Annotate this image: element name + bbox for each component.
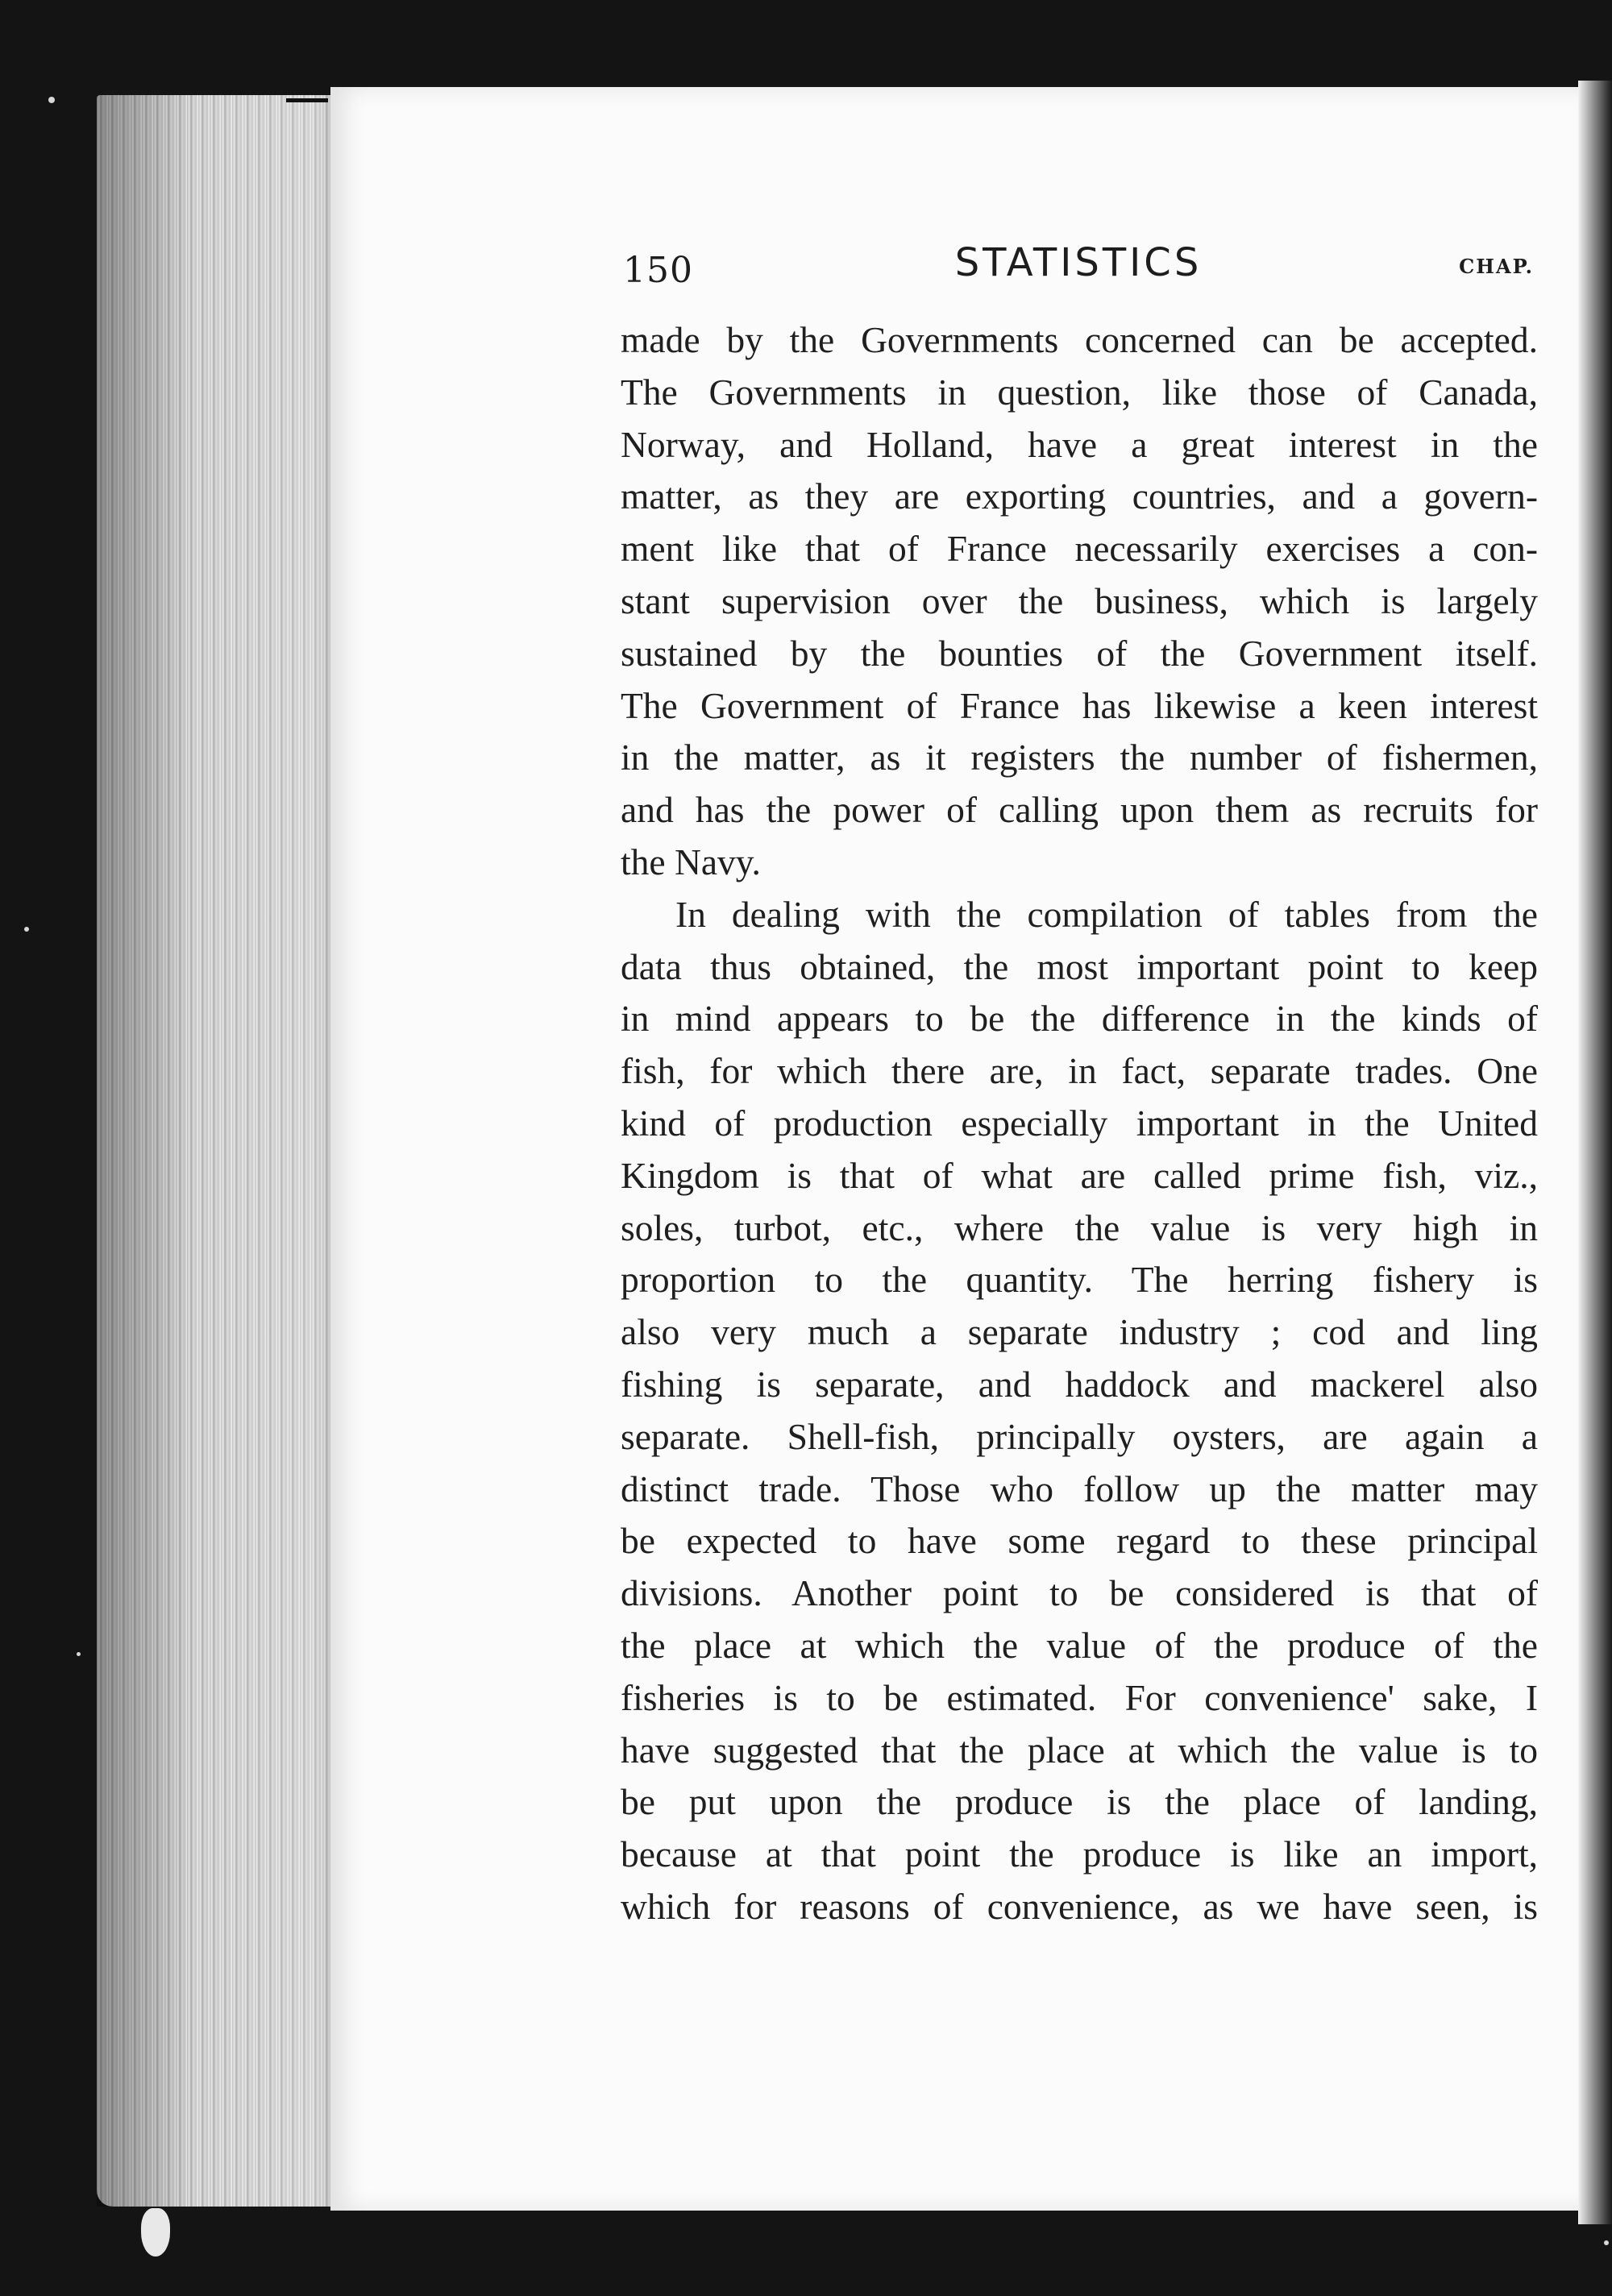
text-line: fishing is separate, and haddock and mackerel also: [621, 1363, 1538, 1405]
text-line: be put upon the produce is the place of landing,: [621, 1781, 1538, 1823]
text-line: have suggested that the place at which the value is to: [621, 1729, 1538, 1771]
page-edges: [97, 95, 339, 2207]
right-page-edge: [1578, 81, 1612, 2224]
scan-speck: [1604, 2240, 1609, 2245]
text-line: data thus obtained, the most important point to keep: [621, 945, 1538, 987]
text-line: In dealing with the compilation of tables from the: [675, 893, 1538, 935]
text-line: proportion to the quantity. The herring fishery is: [621, 1259, 1538, 1301]
text-line: the place at which the value of the produce of the: [621, 1624, 1538, 1666]
text-line: which for reasons of convenience, as we have seen, is: [621, 1885, 1538, 1927]
body-text: [621, 314, 1538, 1933]
text-line: divisions. Another point to be considered is that of: [621, 1572, 1538, 1614]
text-line: Kingdom is that of what are called prime fish, viz.,: [621, 1154, 1538, 1196]
text-line: fisheries is to be estimated. For convenience' sake, I: [621, 1676, 1538, 1718]
text-line: also very much a separate industry ; cod and ling: [621, 1311, 1538, 1353]
text-line: in mind appears to be the difference in the kinds of: [621, 998, 1538, 1040]
text-line: be expected to have some regard to these principal: [621, 1520, 1538, 1562]
scan-speck: [77, 1652, 81, 1656]
page-number: 150: [623, 250, 693, 291]
text-line: ment like that of France necessarily exercises a con-: [621, 528, 1538, 570]
text-line: Norway, and Holland, have a great interest in the: [621, 423, 1538, 465]
page-marker: [286, 98, 328, 102]
text-line: in the matter, as it registers the number of fishermen,: [621, 737, 1538, 778]
text-line: made by the Governments concerned can be accepted.: [621, 319, 1538, 360]
text-line: The Governments in question, like those of Canada,: [621, 371, 1538, 413]
text-line: separate. Shell-fish, principally oysters, are again a: [621, 1415, 1538, 1457]
text-line: soles, turbot, etc., where the value is very high in: [621, 1206, 1538, 1248]
text-line: kind of production especially important in the United: [621, 1102, 1538, 1144]
running-title: STATISTICS: [954, 240, 1203, 285]
text-line: distinct trade. Those who follow up the matter may: [621, 1468, 1538, 1509]
scan-speck: [48, 97, 55, 103]
text-line: stant supervision over the business, which is largely: [621, 579, 1538, 621]
text-line: The Government of France has likewise a keen interest: [621, 684, 1538, 726]
text-line: matter, as they are exporting countries, and a govern-: [621, 475, 1538, 517]
running-header: [623, 240, 1534, 297]
thumb-smudge: [141, 2208, 170, 2257]
chapter-label: CHAP.: [1459, 255, 1534, 278]
text-line: the Navy.: [621, 841, 761, 882]
scan-speck: [24, 927, 29, 932]
text-line: fish, for which there are, in fact, separate trades. One: [621, 1050, 1538, 1092]
text-line: sustained by the bounties of the Government itself.: [621, 632, 1538, 674]
text-line: because at that point the produce is like an import,: [621, 1833, 1538, 1875]
text-line: and has the power of calling upon them as recruits for: [621, 789, 1538, 831]
